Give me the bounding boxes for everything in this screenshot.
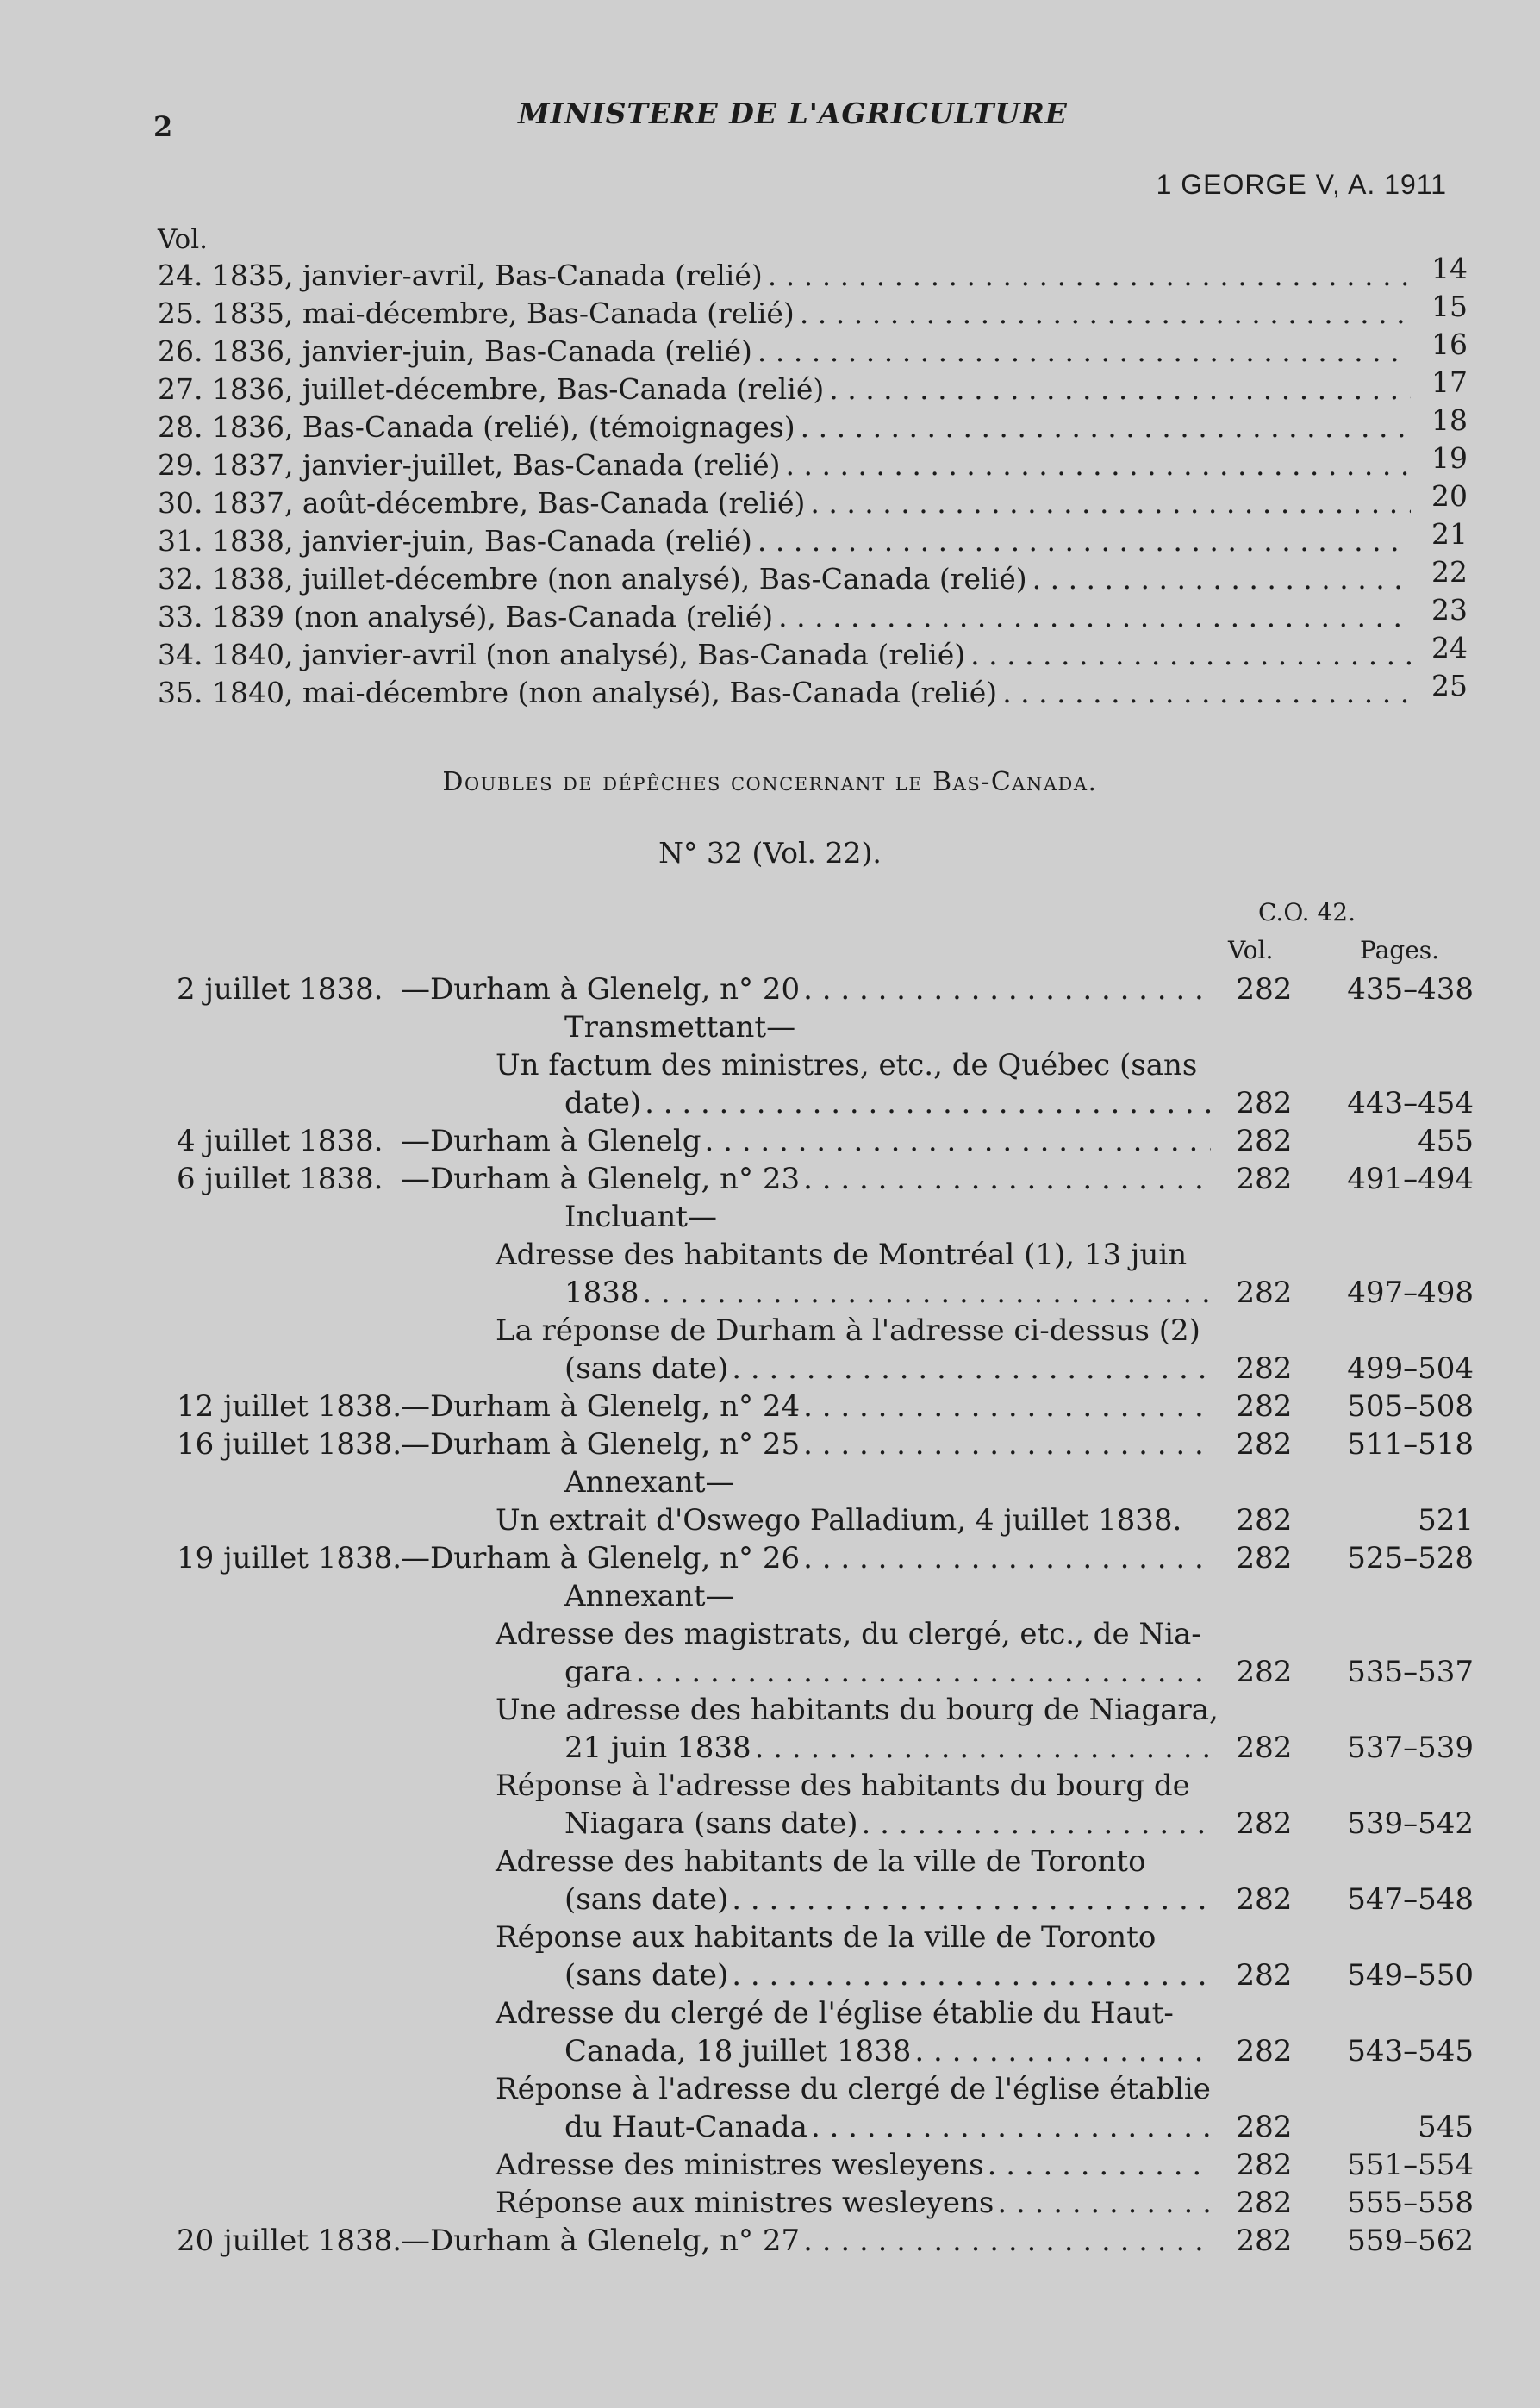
entry-text: (sans date)	[564, 1351, 729, 1386]
entry-text-wrap	[564, 1200, 717, 1234]
entry-text: Un extrait d'Oswego Palladium, 4 juillet 1838.	[496, 1503, 1182, 1538]
table-row	[0, 1162, 1540, 1200]
entry-vol: 282	[1236, 2148, 1293, 2182]
leader-dots	[988, 2148, 1211, 2182]
entry-text: Canada, 18 juillet 1838	[564, 2034, 912, 2068]
entry-vol: 282	[1236, 1427, 1293, 1462]
entry-text-wrap	[564, 1806, 1211, 1841]
entry-text-wrap	[496, 2148, 1211, 2182]
leader-dots	[801, 410, 1411, 444]
entry-date: 20 juillet 1838.	[177, 2224, 402, 2258]
series-label: C.O. 42.	[1258, 898, 1356, 926]
entry-text: Réponse aux ministres wesleyens	[496, 2186, 994, 2220]
volume-entry-page: 19	[1431, 441, 1468, 475]
leader-dots	[778, 600, 1411, 633]
entry-pages: 545	[1418, 2110, 1474, 2144]
leader-dots	[997, 2186, 1211, 2220]
volume-entry-page: 14	[1431, 252, 1468, 285]
entry-text-wrap	[496, 1844, 1146, 1879]
page-number: 2	[153, 110, 173, 143]
volume-list-item	[158, 403, 1468, 448]
table-row	[0, 1769, 1540, 1806]
entry-text-wrap	[564, 1882, 1211, 1917]
leader-dots	[914, 2034, 1211, 2068]
entry-pages: 555–558	[1347, 2186, 1474, 2220]
leader-dots	[803, 2224, 1211, 2258]
entry-text-wrap	[401, 1541, 1211, 1575]
entry-vol: 282	[1236, 1541, 1293, 1575]
leader-dots	[732, 1882, 1211, 1917]
entry-date: 12 juillet 1838.	[177, 1389, 402, 1424]
volume-entry-page: 18	[1431, 403, 1468, 437]
entry-text: —Durham à Glenelg, n° 24	[401, 1389, 801, 1424]
entry-text-wrap	[401, 2224, 1211, 2258]
entry-text: Incluant—	[564, 1200, 717, 1234]
leader-dots	[803, 1162, 1211, 1196]
despatch-table	[0, 972, 1540, 2261]
entry-text-wrap	[564, 1655, 1211, 1689]
entry-vol: 282	[1236, 1389, 1293, 1424]
entry-text: (sans date)	[564, 1958, 729, 1993]
table-row	[0, 1238, 1540, 1276]
volume-entry-page: 24	[1431, 631, 1468, 664]
entry-date: 6 juillet 1838.	[177, 1162, 383, 1196]
volume-list-item	[158, 555, 1468, 600]
leader-dots	[803, 1389, 1211, 1424]
volume-list-item	[158, 290, 1468, 334]
volume-entry-text: 25. 1835, mai-décembre, Bas-Canada (relié)	[158, 296, 795, 330]
entry-text-wrap	[496, 2186, 1211, 2220]
entry-text-wrap	[564, 1010, 795, 1045]
leader-dots	[768, 259, 1411, 292]
leader-dots	[803, 972, 1211, 1007]
entry-vol: 282	[1236, 1276, 1293, 1310]
table-row	[0, 1048, 1540, 1086]
table-row	[0, 1427, 1540, 1465]
entry-vol: 282	[1236, 1124, 1293, 1158]
entry-text: Réponse aux habitants de la ville de Toronto	[496, 1920, 1157, 1955]
entry-text-wrap	[496, 1503, 1181, 1538]
leader-dots	[829, 372, 1411, 406]
volume-list-item	[158, 631, 1468, 676]
entry-pages: 491–494	[1347, 1162, 1474, 1196]
entry-text: Adresse des ministres wesleyens	[496, 2148, 984, 2182]
entry-text: —Durham à Glenelg, n° 20	[401, 972, 801, 1007]
leader-dots	[803, 1541, 1211, 1575]
entry-text-wrap	[496, 1996, 1174, 2031]
entry-text-wrap	[564, 1731, 1211, 1765]
entry-vol: 282	[1236, 1731, 1293, 1765]
entry-vol: 282	[1236, 2110, 1293, 2144]
entry-text: Transmettant—	[564, 1010, 796, 1045]
section-title: Doubles de dépêches concernant le Bas-Canada.	[442, 767, 1098, 797]
table-row	[0, 1200, 1540, 1238]
volume-entry-page: 16	[1431, 328, 1468, 361]
entry-vol: 282	[1236, 1503, 1293, 1538]
table-row	[0, 1503, 1540, 1541]
entry-pages: 559–562	[1347, 2224, 1474, 2258]
entry-text-wrap	[564, 1351, 1211, 1386]
table-row	[0, 2110, 1540, 2148]
entry-text: —Durham à Glenelg, n° 25	[401, 1427, 801, 1462]
volume-entry-text: 30. 1837, août-décembre, Bas-Canada (relié)	[158, 486, 806, 520]
regnal-year: 1 GEORGE V, A. 1911	[1156, 169, 1447, 200]
entry-text: Annexant—	[564, 1579, 735, 1613]
volume-entry-text: 32. 1838, juillet-décembre (non analysé), Bas-Canada (relié)	[158, 562, 1027, 596]
table-row	[0, 2034, 1540, 2072]
leader-dots	[643, 1276, 1211, 1310]
entry-text-wrap	[496, 1769, 1190, 1803]
entry-pages: 497–498	[1347, 1276, 1474, 1310]
entry-text: Adresse des habitants de Montréal (1), 13 juin	[496, 1238, 1188, 1272]
entry-pages: 499–504	[1347, 1351, 1474, 1386]
entry-text-wrap	[496, 1617, 1201, 1651]
entry-text: Adresse du clergé de l'église établie du Haut-	[496, 1996, 1174, 2031]
entry-text: date)	[564, 1086, 642, 1120]
entry-vol: 282	[1236, 2224, 1293, 2258]
table-row	[0, 1920, 1540, 1958]
entry-text: gara	[564, 1655, 633, 1689]
entry-text-wrap	[496, 1048, 1197, 1082]
table-row	[0, 1844, 1540, 1882]
table-row	[0, 1389, 1540, 1427]
entry-vol: 282	[1236, 1655, 1293, 1689]
entry-text-wrap	[401, 1162, 1211, 1196]
volume-column-label: Vol.	[158, 224, 208, 255]
volume-entry-page: 23	[1431, 593, 1468, 627]
entry-text: Niagara (sans date)	[564, 1806, 858, 1841]
entry-text: 21 juin 1838	[564, 1731, 751, 1765]
entry-date: 4 juillet 1838.	[177, 1124, 383, 1158]
table-row	[0, 1693, 1540, 1731]
volume-list-item	[158, 252, 1468, 296]
volume-entry-page: 20	[1431, 479, 1468, 513]
entry-text: Une adresse des habitants du bourg de Niagara,	[496, 1693, 1219, 1727]
table-row	[0, 2148, 1540, 2186]
volume-entry-text: 29. 1837, janvier-juillet, Bas-Canada (relié)	[158, 448, 781, 482]
entry-text-wrap	[496, 1920, 1156, 1955]
entry-text: Un factum des ministres, etc., de Québec (sans	[496, 1048, 1198, 1082]
entry-text: Réponse à l'adresse des habitants du bourg de	[496, 1769, 1190, 1803]
volume-entry-page: 21	[1431, 517, 1468, 551]
leader-dots	[803, 1427, 1211, 1462]
table-row	[0, 1731, 1540, 1769]
volume-entry-text: 33. 1839 (non analysé), Bas-Canada (relié)	[158, 600, 774, 633]
entry-text-wrap	[564, 1086, 1211, 1120]
leader-dots	[705, 1124, 1211, 1158]
leader-dots	[811, 2110, 1211, 2144]
entry-text-wrap	[496, 1313, 1200, 1348]
entry-text-wrap	[564, 1465, 734, 1500]
leader-dots	[636, 1655, 1211, 1689]
entry-text-wrap	[564, 2110, 1211, 2144]
table-row	[0, 1958, 1540, 1996]
table-row	[0, 1465, 1540, 1503]
entry-pages: 435–438	[1347, 972, 1474, 1007]
table-row	[0, 1124, 1540, 1162]
leader-dots	[1032, 562, 1411, 596]
volume-list-item	[158, 593, 1468, 638]
table-row	[0, 2072, 1540, 2110]
leader-dots	[810, 486, 1411, 520]
volume-entry-page: 17	[1431, 365, 1468, 399]
column-header-vol: Vol.	[1228, 936, 1274, 964]
volume-entry-text: 31. 1838, janvier-juin, Bas-Canada (relié)	[158, 524, 752, 558]
entry-date: 19 juillet 1838.	[177, 1541, 402, 1575]
entry-vol: 282	[1236, 2034, 1293, 2068]
entry-pages: 551–554	[1347, 2148, 1474, 2182]
entry-text: La réponse de Durham à l'adresse ci-dessus (2)	[496, 1313, 1200, 1348]
leader-dots	[732, 1351, 1211, 1386]
entry-text: 1838	[564, 1276, 639, 1310]
entry-text: —Durham à Glenelg, n° 27	[401, 2224, 801, 2258]
table-row	[0, 2224, 1540, 2261]
table-row	[0, 1086, 1540, 1124]
table-row	[0, 1579, 1540, 1617]
leader-dots	[732, 1958, 1211, 1993]
table-row	[0, 1655, 1540, 1693]
column-header-pages: Pages.	[1360, 936, 1440, 964]
entry-pages: 535–537	[1347, 1655, 1474, 1689]
entry-pages: 537–539	[1347, 1731, 1474, 1765]
entry-text: —Durham à Glenelg, n° 26	[401, 1541, 801, 1575]
entry-pages: 443–454	[1347, 1086, 1474, 1120]
leader-dots	[1002, 676, 1411, 709]
volume-entry-page: 15	[1431, 290, 1468, 323]
entry-text-wrap	[401, 1427, 1211, 1462]
table-row	[0, 1541, 1540, 1579]
volume-list-item	[158, 479, 1468, 524]
entry-text-wrap	[401, 1124, 1211, 1158]
table-row	[0, 1617, 1540, 1655]
entry-vol: 282	[1236, 1162, 1293, 1196]
entry-vol: 282	[1236, 1882, 1293, 1917]
entry-text-wrap	[564, 2034, 1211, 2068]
entry-text-wrap	[496, 1238, 1187, 1272]
volume-entry-text: 26. 1836, janvier-juin, Bas-Canada (relié)	[158, 334, 752, 368]
entry-pages: 543–545	[1347, 2034, 1474, 2068]
entry-text: Annexant—	[564, 1465, 735, 1500]
entry-pages: 521	[1418, 1503, 1474, 1538]
entry-vol: 282	[1236, 972, 1293, 1007]
volume-entry-page: 25	[1431, 669, 1468, 702]
table-row	[0, 2186, 1540, 2224]
table-row	[0, 1806, 1540, 1844]
leader-dots	[786, 448, 1411, 482]
entry-text: —Durham à Glenelg, n° 23	[401, 1162, 801, 1196]
volume-entry-text: 35. 1840, mai-décembre (non analysé), Bas-Canada (relié)	[158, 676, 998, 709]
entry-pages: 525–528	[1347, 1541, 1474, 1575]
table-row	[0, 1276, 1540, 1313]
leader-dots	[861, 1806, 1211, 1841]
volume-entry-text: 27. 1836, juillet-décembre, Bas-Canada (relié)	[158, 372, 825, 406]
running-head: MINISTERE DE L'AGRICULTURE	[518, 97, 1068, 130]
entry-pages: 549–550	[1347, 1958, 1474, 1993]
entry-vol: 282	[1236, 1958, 1293, 1993]
entry-vol: 282	[1236, 2186, 1293, 2220]
entry-pages: 455	[1418, 1124, 1474, 1158]
section-subtitle: N° 32 (Vol. 22).	[658, 836, 882, 870]
entry-pages: 547–548	[1347, 1882, 1474, 1917]
entry-text-wrap	[564, 1276, 1211, 1310]
entry-pages: 539–542	[1347, 1806, 1474, 1841]
entry-text-wrap	[401, 972, 1211, 1007]
entry-text: —Durham à Glenelg	[401, 1124, 701, 1158]
entry-date: 16 juillet 1838.	[177, 1427, 402, 1462]
entry-text-wrap	[564, 1579, 734, 1613]
volume-list-item	[158, 441, 1468, 486]
leader-dots	[758, 524, 1411, 558]
table-row	[0, 1351, 1540, 1389]
entry-text-wrap	[496, 1693, 1219, 1727]
volume-entry-text: 24. 1835, janvier-avril, Bas-Canada (relié)	[158, 259, 763, 292]
entry-text-wrap	[401, 1389, 1211, 1424]
table-row	[0, 1882, 1540, 1920]
volume-list-item	[158, 365, 1468, 410]
volume-list-item	[158, 669, 1468, 714]
volume-list-item	[158, 328, 1468, 372]
volume-entry-text: 28. 1836, Bas-Canada (relié), (témoignages)	[158, 410, 795, 444]
volume-entry-page: 22	[1431, 555, 1468, 589]
table-row	[0, 1996, 1540, 2034]
entry-text: du Haut-Canada	[564, 2110, 807, 2144]
volume-list-item	[158, 517, 1468, 562]
table-row	[0, 1313, 1540, 1351]
entry-text: Réponse à l'adresse du clergé de l'église établie	[496, 2072, 1211, 2106]
entry-text: Adresse des habitants de la ville de Toronto	[496, 1844, 1146, 1879]
leader-dots	[800, 296, 1411, 330]
entry-text-wrap	[496, 2072, 1211, 2106]
leader-dots	[970, 638, 1411, 671]
table-row	[0, 1010, 1540, 1048]
entry-text-wrap	[564, 1958, 1211, 1993]
leader-dots	[645, 1086, 1211, 1120]
leader-dots	[758, 334, 1411, 368]
leader-dots	[755, 1731, 1211, 1765]
entry-text: (sans date)	[564, 1882, 729, 1917]
volume-entry-text: 34. 1840, janvier-avril (non analysé), Bas-Canada (relié)	[158, 638, 966, 671]
entry-text: Adresse des magistrats, du clergé, etc., de Nia-	[496, 1617, 1201, 1651]
entry-vol: 282	[1236, 1351, 1293, 1386]
entry-date: 2 juillet 1838.	[177, 972, 383, 1007]
table-row	[0, 972, 1540, 1010]
entry-vol: 282	[1236, 1806, 1293, 1841]
entry-pages: 505–508	[1347, 1389, 1474, 1424]
entry-pages: 511–518	[1347, 1427, 1474, 1462]
entry-vol: 282	[1236, 1086, 1293, 1120]
volume-list	[158, 252, 1468, 714]
